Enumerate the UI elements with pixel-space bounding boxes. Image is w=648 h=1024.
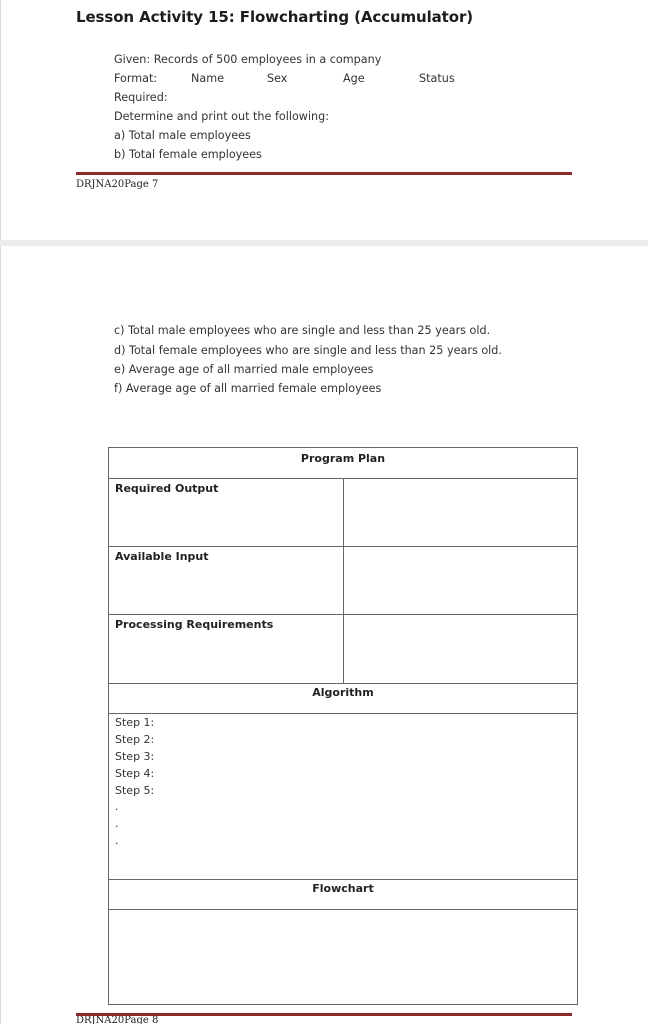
format-label: Format:	[114, 72, 158, 85]
required-label: Required:	[114, 91, 168, 104]
table-column-divider	[343, 478, 344, 683]
footer-rule	[76, 172, 572, 175]
algorithm-step-2: Step 2:	[115, 733, 155, 746]
given-text: Given: Records of 500 employees in a company	[114, 53, 382, 66]
available-input-label: Available Input	[115, 550, 209, 563]
required-output-label: Required Output	[115, 482, 219, 495]
list-item-f: f) Average age of all married female employees	[114, 382, 382, 395]
program-plan-title: Program Plan	[300, 452, 386, 465]
table-divider	[109, 909, 577, 910]
algorithm-step-5: Step 5:	[115, 784, 155, 797]
algorithm-ellipsis-dot: .	[115, 834, 119, 847]
list-item-e: e) Average age of all married male employees	[114, 363, 374, 376]
algorithm-step-3: Step 3:	[115, 750, 155, 763]
algorithm-step-4: Step 4:	[115, 767, 155, 780]
page-edge	[0, 0, 1, 1024]
flowchart-title: Flowchart	[312, 882, 374, 895]
algorithm-step-1: Step 1:	[115, 716, 155, 729]
page-separator	[0, 240, 648, 246]
table-divider	[109, 713, 577, 714]
algorithm-ellipsis-dot: .	[115, 800, 119, 813]
list-item-d: d) Total female employees who are single and less than 25 years old.	[114, 344, 502, 357]
format-field-age: Age	[343, 72, 365, 85]
format-field-status: Status	[419, 72, 455, 85]
format-field-name: Name	[191, 72, 225, 85]
determine-text: Determine and print out the following:	[114, 110, 330, 123]
algorithm-ellipsis-dot: .	[115, 817, 119, 830]
table-divider	[109, 683, 577, 684]
format-field-sex: Sex	[267, 72, 288, 85]
page-footer: DRJNA20Page 8	[76, 1016, 159, 1024]
processing-requirements-label: Processing Requirements	[115, 618, 274, 631]
list-item-c: c) Total male employees who are single and less than 25 years old.	[114, 324, 491, 337]
program-plan-table	[108, 447, 578, 1005]
table-divider	[109, 879, 577, 880]
page-footer-clipped	[76, 1016, 196, 1024]
list-item-b: b) Total female employees	[114, 148, 262, 161]
page-footer: DRJNA20Page 7	[76, 179, 159, 190]
lesson-title: Lesson Activity 15: Flowcharting (Accumulator)	[76, 8, 474, 26]
algorithm-title: Algorithm	[312, 686, 374, 699]
list-item-a: a) Total male employees	[114, 129, 251, 142]
